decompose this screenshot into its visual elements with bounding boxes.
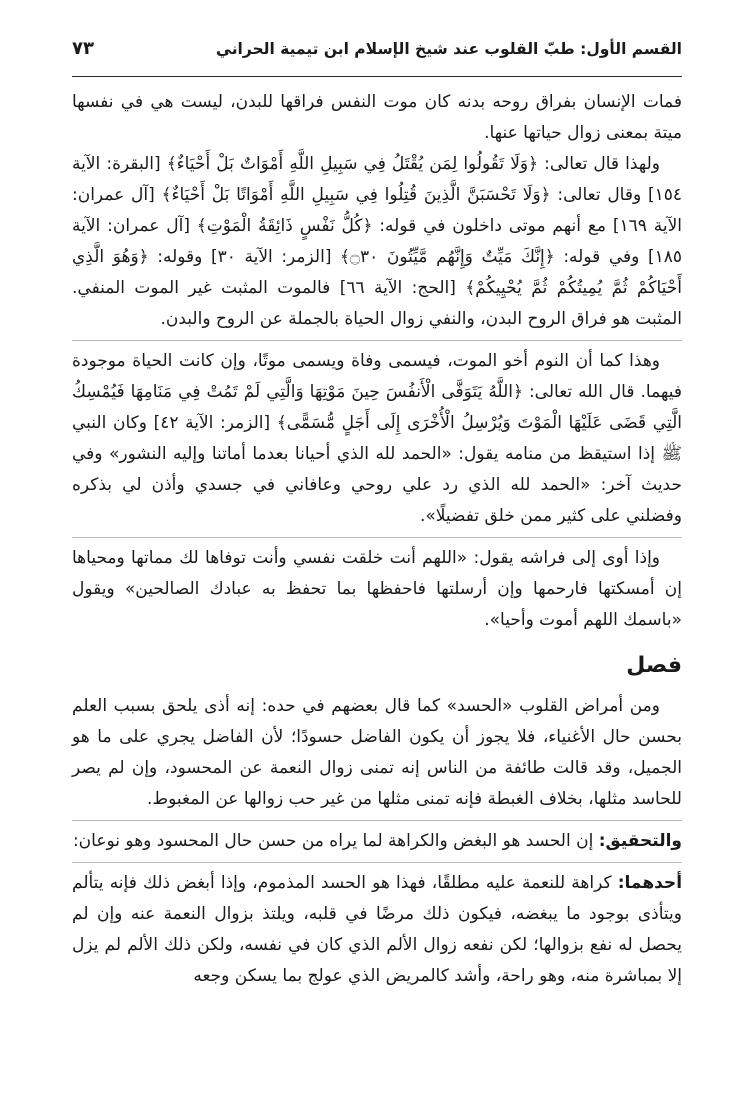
paragraph-7	[72, 868, 682, 992]
paragraph-4: وإذا أوى إلى فراشه يقول: «اللهم أنت خلقت نفسي وأنت توفاها لك مماتها ومحياها إن أمسكتها فارحمها وإن أرسلتها فاحفظها بما تحفظ به عبادك الصالحين» ويقول «باسمك اللهم أموت وأحيا».	[72, 548, 682, 630]
paragraph-7-text: كراهة للنعمة عليه مطلقًا، فهذا هو الحسد المذموم، وإذا أبغض ذلك فإنه يتألم ويتأذى بوجود ما يبغضه، فيكون ذلك مرضًا في قلبه، ويلتذ بزوال النعمة عنه وإن لم يحصل له نفع بزوالها؛ لكن نفعه زوال الألم الذي كان في نفسه، ولكن ذلك الألم لم يزل إلا بمباشرة منه، وهو راحة، وأشد كالمريض الذي عولج بما يسكن وجعه	[72, 873, 682, 986]
paragraph-7-lead: أحدهما:	[617, 873, 683, 893]
running-header	[72, 38, 682, 72]
paragraph-divider	[72, 340, 682, 341]
page-body	[72, 87, 682, 992]
paragraph-6	[72, 826, 682, 857]
paragraph-5: ومن أمراض القلوب «الحسد» كما قال بعضهم في حده: إنه أذى يلحق بسبب العلم بحسن حال الأغنياء، فلا يجوز أن يكون الفاضل حسودًا؛ لأن الفاضل يجري على ما هو الجميل، وقد قالت طائفة من الناس إنه تمنى زوال النعمة عن المحسود، وإن لم يصر للحاسد مثلها، بخلاف الغبطة فإنه تمنى مثلها من غير حب زوالها عن المغبوط.	[72, 696, 682, 809]
paragraph-1: فمات الإنسان بفراق روحه بدنه كان موت النفس فراقها للبدن، ليست هي في نفسها ميتة بمعنى زوال حياتها عنها.	[72, 92, 682, 143]
paragraph-6-text: إن الحسد هو البغض والكراهة لما يراه من حسن حال المحسود وهو نوعان:	[72, 831, 594, 851]
paragraph-divider	[72, 820, 682, 821]
paragraph-6-lead: والتحقيق:	[598, 831, 682, 851]
paragraph-divider	[72, 862, 682, 863]
header-title: القسم الأول: طبّ القلوب عند شيخ الإسلام ابن تيمية الحراني	[216, 40, 682, 58]
paragraph-divider	[72, 537, 682, 538]
header-rule	[72, 76, 682, 77]
paragraph-3: وهذا كما أن النوم أخو الموت، فيسمى وفاة ويسمى موتًا، وإن كانت الحياة موجودة فيهما. قال الله تعالى: ﴿اللَّهُ يَتَوَفَّى الْأَنفُسَ حِينَ مَوْتِهَا وَالَّتِي لَمْ تَمُتْ فِي مَنَامِهَا فَيُمْسِكُ الَّتِي قَضَى عَلَيْهَا الْمَوْتَ وَيُرْسِلُ الْأُخْرَى إِلَى أَجَلٍ مُّسَمًّى﴾ [الزمر: الآية ٤٢] وكان النبي ﷺ إذا استيقظ من منامه يقول: «الحمد لله الذي أحيانا بعدما أماتنا وإليه النشور» وفي حديث آخر: «الحمد لله الذي رد علي روحي وعافاني في جسدي وأذن لي بذكره وفضلني على كثير ممن خلق تفضيلًا».	[72, 351, 682, 526]
page-number: ٧٣	[72, 38, 94, 59]
section-title: فصل	[626, 653, 682, 678]
paragraph-2: ولهذا قال تعالى: ﴿وَلَا تَقُولُوا لِمَن يُقْتَلُ فِي سَبِيلِ اللَّهِ أَمْوَاتٌ بَلْ أَحْيَاءٌ﴾ [البقرة: الآية ١٥٤] وقال تعالى: ﴿وَلَا تَحْسَبَنَّ الَّذِينَ قُتِلُوا فِي سَبِيلِ اللَّهِ أَمْوَاتًا بَلْ أَحْيَاءٌ﴾ [آل عمران: الآية ١٦٩] مع أنهم موتى داخلون في قوله: ﴿كُلُّ نَفْسٍ ذَائِقَةُ الْمَوْتِ﴾ [آل عمران: الآية ١٨٥] وفي قوله: ﴿إِنَّكَ مَيِّتٌ وَإِنَّهُم مَّيِّتُونَ ۝٣٠﴾ [الزمر: الآية ٣٠] وقوله: ﴿وَهُوَ الَّذِي أَحْيَاكُمْ ثُمَّ يُمِيتُكُمْ ثُمَّ يُحْيِيكُمْ﴾ [الحج: الآية ٦٦] فالموت المثبت غير الموت المنفي. المثبت هو فراق الروح البدن، والنفي زوال الحياة بالجملة عن الروح والبدن.	[72, 154, 682, 329]
